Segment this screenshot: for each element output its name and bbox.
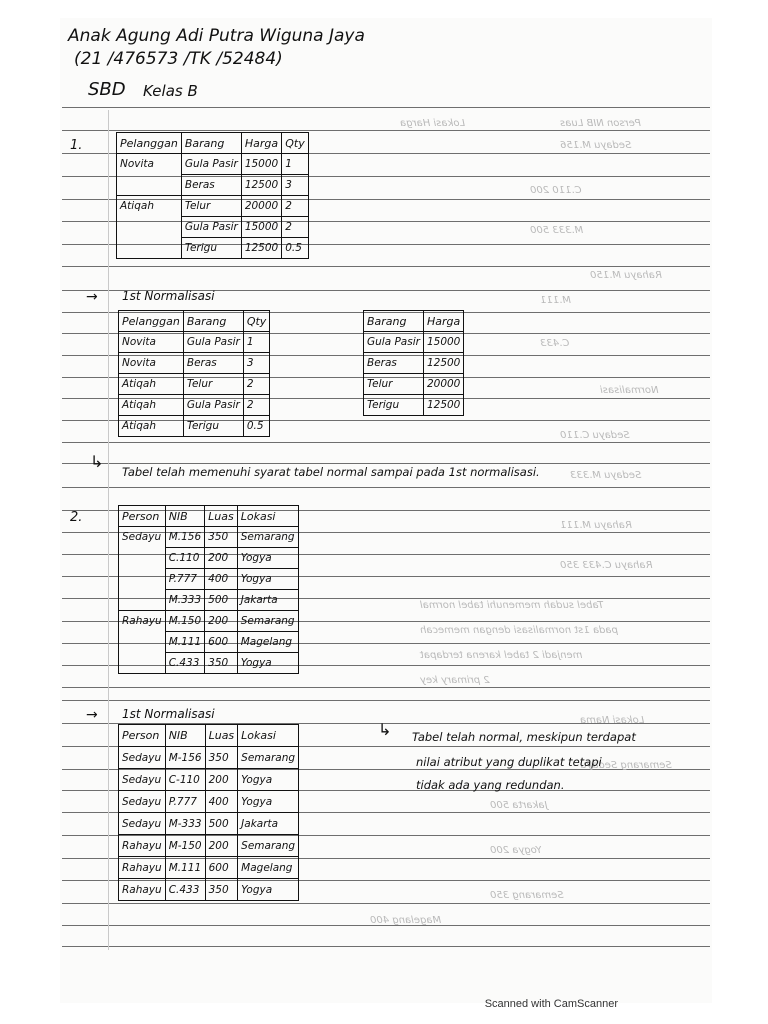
q2-table-header-cell: Lokasi — [237, 506, 298, 527]
q1-table-header-cell: Qty — [282, 133, 308, 154]
ruled-line — [62, 266, 710, 267]
q1-table-cell: Telur — [181, 196, 241, 217]
student-name: Anak Agung Adi Putra Wiguna Jaya — [68, 26, 365, 46]
q2-nf1-cell: 500 — [205, 813, 238, 835]
q1-nf1-left-cell: Novita — [119, 332, 184, 353]
q2-table-cell — [119, 548, 166, 569]
q2-nf1-cell: 350 — [205, 879, 238, 901]
corner-arrow-icon: ↳ — [378, 720, 392, 739]
q1-nf1-left-cell: Gula Pasir — [183, 395, 243, 416]
q2-nf1-cell: Sedayu — [119, 813, 166, 835]
q2-nf1-cell: Magelang — [238, 857, 299, 879]
q1-table-cell: Beras — [181, 175, 241, 196]
class-name: Kelas B — [143, 82, 198, 100]
q2-nf1-cell: Rahayu — [119, 857, 166, 879]
q2-table-cell: Sedayu — [119, 527, 166, 548]
q2-table-header-row — [119, 506, 299, 527]
q2-nf1-cell: Sedayu — [119, 791, 166, 813]
q1-table-cell: 3 — [282, 175, 308, 196]
table-row — [119, 653, 299, 674]
q1-nf1-right-cell: Beras — [364, 353, 424, 374]
q1-table-cell: 0.5 — [282, 238, 308, 259]
q1-nf1-left-cell: Atiqah — [119, 395, 184, 416]
q2-nf1-header-row — [119, 725, 299, 747]
q1-nf1-left-cell: Terigu — [183, 416, 243, 437]
ruled-line — [62, 487, 710, 488]
q2-table-cell — [119, 653, 166, 674]
q1-nf1-right-cell: Telur — [364, 374, 424, 395]
q1-table-cell: 1 — [282, 154, 308, 175]
table-row — [119, 527, 299, 548]
table-row — [119, 332, 270, 353]
corner-arrow-icon: ↳ — [90, 452, 104, 471]
q2-table-cell — [119, 590, 166, 611]
table-row — [364, 374, 464, 395]
q2-nf1-cell: Sedayu — [119, 747, 166, 769]
q1-nf1-right-header-cell: Harga — [423, 311, 463, 332]
q2-table-cell: Yogya — [237, 548, 298, 569]
q2-nf1-cell: 400 — [205, 791, 238, 813]
table-row — [119, 353, 270, 374]
q2-nf1-header-cell: Luas — [205, 725, 238, 747]
table-row — [117, 175, 309, 196]
q1-table-cell: Novita — [117, 154, 182, 175]
q2-table-cell: P.777 — [165, 569, 204, 590]
q1-nf1-right-cell: 12500 — [423, 395, 463, 416]
q1-nf1-right-header-cell: Barang — [364, 311, 424, 332]
table-row — [117, 238, 309, 259]
q1-nf1-left-cell: 3 — [243, 353, 269, 374]
q1-nf1-left-header-cell: Barang — [183, 311, 243, 332]
q2-table-cell: M.156 — [165, 527, 204, 548]
q1-table-header-cell: Barang — [181, 133, 241, 154]
q1-nf1-customer-table — [118, 310, 270, 437]
q1-table-cell: 12500 — [241, 175, 281, 196]
arrow-icon: → — [86, 707, 98, 723]
q2-note-line-2: nilai atribut yang duplikat tetapi — [416, 755, 602, 769]
ruled-line — [62, 946, 710, 947]
q2-nf1-cell: M-150 — [165, 835, 205, 857]
q2-nf1-cell: Rahayu — [119, 879, 166, 901]
q2-table-cell — [119, 569, 166, 590]
question-2-number: 2. — [70, 510, 83, 525]
q2-table-cell: C.110 — [165, 548, 204, 569]
q1-table-cell: 15000 — [241, 217, 281, 238]
ruled-line — [62, 687, 710, 688]
q1-nf1-left-cell: 1 — [243, 332, 269, 353]
question-1-number: 1. — [70, 138, 83, 153]
q2-table-cell: 350 — [205, 527, 238, 548]
q1-table-cell: 2 — [282, 217, 308, 238]
q1-nf1-right-cell: 15000 — [423, 332, 463, 353]
q1-nf1-left-cell: Gula Pasir — [183, 332, 243, 353]
q1-nf1-left-cell: 2 — [243, 374, 269, 395]
q2-table-cell: C.433 — [165, 653, 204, 674]
q1-nf1-left-header-row — [119, 311, 270, 332]
q2-original-table — [118, 505, 299, 674]
table-row — [119, 590, 299, 611]
q1-table-cell: 20000 — [241, 196, 281, 217]
q1-table-cell: Terigu — [181, 238, 241, 259]
table-row — [119, 416, 270, 437]
table-row — [364, 395, 464, 416]
q2-nf1-header-cell: Lokasi — [238, 725, 299, 747]
q2-table-cell: M.111 — [165, 632, 204, 653]
table-row — [119, 769, 299, 791]
q2-table-cell: 200 — [205, 548, 238, 569]
q1-nf1-left-cell: Telur — [183, 374, 243, 395]
q2-table-cell: 500 — [205, 590, 238, 611]
table-row — [364, 353, 464, 374]
q2-table-cell: Semarang — [237, 527, 298, 548]
table-row — [119, 791, 299, 813]
q2-nf1-cell: Sedayu — [119, 769, 166, 791]
q2-table-header-cell: NIB — [165, 506, 204, 527]
q2-table-cell: 350 — [205, 653, 238, 674]
arrow-icon: → — [86, 289, 98, 305]
q2-nf1-cell: C.433 — [165, 879, 205, 901]
table-row — [119, 813, 299, 835]
student-id: (21 /476573 /TK /52484) — [74, 49, 283, 69]
q2-nf1-cell: 600 — [205, 857, 238, 879]
q2-table-header-cell: Person — [119, 506, 166, 527]
q2-table-cell: 600 — [205, 632, 238, 653]
q2-nf1-cell: Yogya — [238, 879, 299, 901]
q2-table-cell: M.150 — [165, 611, 204, 632]
q2-nf1-cell: Semarang — [238, 835, 299, 857]
table-row — [119, 835, 299, 857]
table-row — [117, 196, 309, 217]
margin-line — [108, 110, 109, 950]
q1-nf1-left-cell: Novita — [119, 353, 184, 374]
q1-table-header-cell: Harga — [241, 133, 281, 154]
q2-table-cell: 400 — [205, 569, 238, 590]
table-row — [119, 632, 299, 653]
q2-table-header-cell: Luas — [205, 506, 238, 527]
q1-nf1-right-cell: Terigu — [364, 395, 424, 416]
q2-nf1-cell: Jakarta — [238, 813, 299, 835]
q1-table-cell: Gula Pasir — [181, 154, 241, 175]
q1-nf1-right-cell: 20000 — [423, 374, 463, 395]
q1-table-cell — [117, 217, 182, 238]
q1-table-cell: 2 — [282, 196, 308, 217]
q2-table-cell — [119, 632, 166, 653]
table-row — [119, 569, 299, 590]
q2-table-cell: Yogya — [237, 653, 298, 674]
q1-nf1-left-header-cell: Pelanggan — [119, 311, 184, 332]
q2-note-line-1: Tabel telah normal, meskipun terdapat — [412, 730, 636, 744]
q1-table-cell: 12500 — [241, 238, 281, 259]
q1-nf1-left-cell: Atiqah — [119, 416, 184, 437]
q1-note: Tabel telah memenuhi syarat tabel normal sampai pada 1st normalisasi. — [122, 465, 540, 479]
q1-table-cell — [117, 238, 182, 259]
q1-table-cell — [117, 175, 182, 196]
ruled-line — [62, 463, 710, 464]
q2-table-cell: Rahayu — [119, 611, 166, 632]
q2-nf1-cell: M.111 — [165, 857, 205, 879]
q2-nf1-cell: Rahayu — [119, 835, 166, 857]
table-row — [117, 154, 309, 175]
q1-original-table — [116, 132, 309, 259]
q1-nf1-left-cell: 2 — [243, 395, 269, 416]
ruled-line — [62, 700, 710, 701]
table-row — [119, 374, 270, 395]
q2-nf1-cell: Semarang — [238, 747, 299, 769]
ruled-line — [62, 903, 710, 904]
table-row — [364, 332, 464, 353]
scanner-watermark: Scanned with CamScanner — [484, 998, 618, 1010]
ruled-line — [62, 107, 710, 108]
q2-normalization-label: 1st Normalisasi — [122, 707, 215, 721]
q1-nf1-item-table — [363, 310, 464, 416]
q2-note-line-3: tidak ada yang redundan. — [416, 778, 565, 792]
q1-nf1-right-header-row — [364, 311, 464, 332]
q2-table-cell: Jakarta — [237, 590, 298, 611]
q2-nf1-cell: M-156 — [165, 747, 205, 769]
q2-nf1-table — [118, 724, 299, 901]
q1-nf1-left-cell: Beras — [183, 353, 243, 374]
q1-normalization-label: 1st Normalisasi — [122, 289, 215, 303]
q2-nf1-header-cell: Person — [119, 725, 166, 747]
q2-nf1-cell: P.777 — [165, 791, 205, 813]
table-row — [119, 747, 299, 769]
q1-nf1-left-cell: Atiqah — [119, 374, 184, 395]
table-row — [119, 548, 299, 569]
q2-table-cell: Magelang — [237, 632, 298, 653]
q2-nf1-cell: 350 — [205, 747, 238, 769]
q1-nf1-left-header-cell: Qty — [243, 311, 269, 332]
ruled-line — [62, 442, 710, 443]
ruled-line — [62, 130, 710, 131]
q2-nf1-cell: Yogya — [238, 769, 299, 791]
q2-nf1-cell: 200 — [205, 835, 238, 857]
q1-table-cell: 15000 — [241, 154, 281, 175]
table-row — [119, 879, 299, 901]
q2-nf1-header-cell: NIB — [165, 725, 205, 747]
q2-nf1-cell: C-110 — [165, 769, 205, 791]
q2-nf1-cell: 200 — [205, 769, 238, 791]
table-row — [119, 611, 299, 632]
q1-nf1-right-cell: 12500 — [423, 353, 463, 374]
q2-nf1-cell: Yogya — [238, 791, 299, 813]
table-row — [119, 395, 270, 416]
q1-table-header-row — [117, 133, 309, 154]
q2-table-cell: Yogya — [237, 569, 298, 590]
q2-table-cell: Semarang — [237, 611, 298, 632]
q1-nf1-left-cell: 0.5 — [243, 416, 269, 437]
table-row — [117, 217, 309, 238]
q1-table-header-cell: Pelanggan — [117, 133, 182, 154]
table-row — [119, 857, 299, 879]
q2-table-cell: 200 — [205, 611, 238, 632]
course-name: SBD — [88, 79, 126, 100]
q2-nf1-cell: M-333 — [165, 813, 205, 835]
q1-table-cell: Gula Pasir — [181, 217, 241, 238]
q2-table-cell: M.333 — [165, 590, 204, 611]
q1-nf1-right-cell: Gula Pasir — [364, 332, 424, 353]
q1-table-cell: Atiqah — [117, 196, 182, 217]
